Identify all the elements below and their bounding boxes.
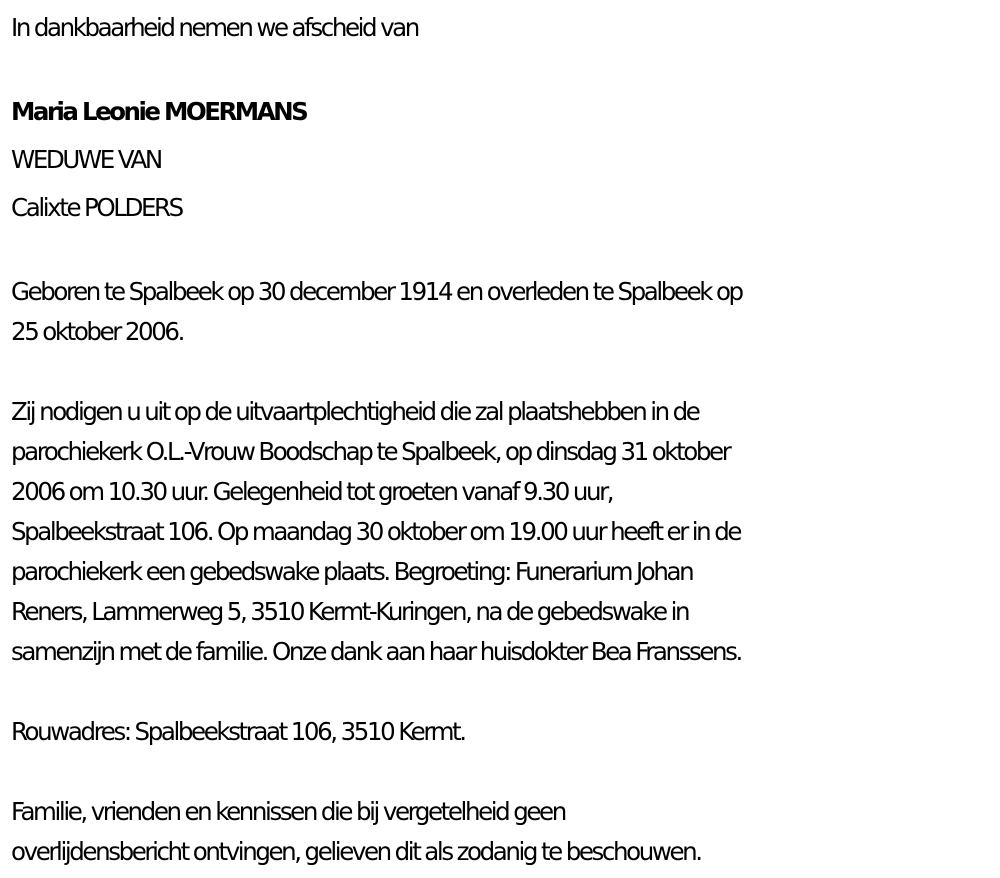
spacer bbox=[11, 352, 993, 392]
ceremony-line: samenzijn met de familie. Onze dank aan haar huisdokter Bea Franssens. bbox=[11, 637, 741, 666]
closing-line-2: overlijdensbericht ontvingen, gelieven dit als zodanig te beschouwen. bbox=[11, 837, 701, 866]
mourning-address: Rouwadres: Spalbeekstraat 106, 3510 Kermt. bbox=[11, 717, 465, 746]
birth-death-line-2: 25 oktober 2006. bbox=[11, 317, 183, 346]
birth-death-line-1: Geboren te Spalbeek op 30 december 1914 en overleden te Spalbeek op bbox=[11, 277, 742, 306]
ceremony-line: Spalbeekstraat 106. Op maandag 30 oktober om 19.00 uur heeft er in de bbox=[11, 517, 741, 546]
relation-text: WEDUWE VAN bbox=[11, 145, 161, 174]
ceremony-line: 2006 om 10.30 uur. Gelegenheid tot groeten vanaf 9.30 uur, bbox=[11, 477, 613, 506]
ceremony-line: parochiekerk een gebedswake plaats. Begroeting: Funerarium Johan bbox=[11, 557, 693, 586]
closing-paragraph bbox=[11, 792, 993, 872]
spouse-name: Calixte POLDERS bbox=[11, 193, 182, 222]
ceremony-line: parochiekerk O.L.-Vrouw Boodschap te Spalbeek, op dinsdag 31 oktober bbox=[11, 437, 730, 466]
deceased-name: Maria Leonie MOERMANS bbox=[11, 97, 307, 126]
spacer bbox=[11, 672, 993, 712]
spacer bbox=[11, 752, 993, 792]
ceremony-line: Reners, Lammerweg 5, 3510 Kermt-Kuringen, na de gebedswake in bbox=[11, 597, 689, 626]
obituary-notice bbox=[11, 8, 993, 872]
ceremony-paragraph bbox=[11, 392, 993, 672]
birth-death-paragraph bbox=[11, 272, 993, 352]
intro-text: In dankbaarheid nemen we afscheid van bbox=[11, 13, 418, 42]
ceremony-line: Zij nodigen u uit op de uitvaartplechtigheid die zal plaatshebben in de bbox=[11, 397, 699, 426]
closing-line-1: Familie, vrienden en kennissen die bij vergetelheid geen bbox=[11, 797, 565, 826]
spacer bbox=[11, 232, 993, 272]
spacer bbox=[11, 48, 993, 88]
